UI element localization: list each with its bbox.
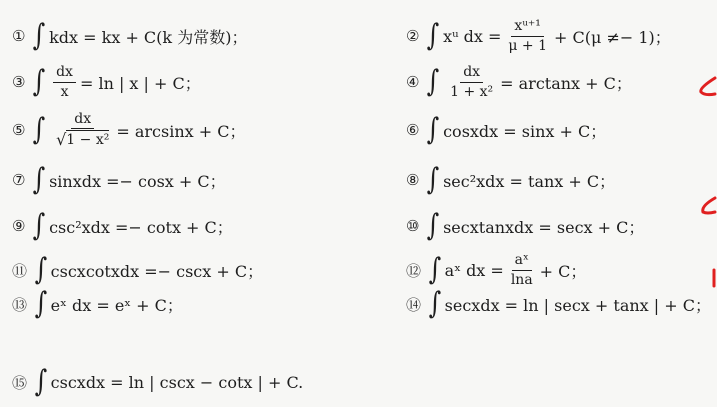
integral-sign-icon: ∫ [33,112,46,147]
fraction [53,64,76,99]
integral-sign-icon: ∫ [34,252,48,287]
numerator: dx [71,111,94,129]
formula-5 [12,110,245,150]
formula-number: ⑮ [12,373,28,392]
red-annotation-mark-icon [695,70,717,110]
formula-text: sinxdx =− cosx + C； [49,171,226,191]
formula-1 [12,16,247,56]
denominator: 1 + x² [450,83,494,100]
radicand: 1 − x² [66,131,110,148]
integral-sign-icon: ∫ [427,162,440,197]
integral-sign-icon: ∫ [427,18,440,53]
formula-number: ⑭ [406,295,422,314]
formula-10 [406,206,644,246]
formula-text: secxdx = ln | secx + tanx | + C； [444,295,711,315]
integral-sign-icon: ∫ [427,112,440,147]
formula-number: ⑧ [406,171,420,189]
integral-sign-icon: ∫ [34,364,48,399]
formula-text: = arctanx + C； [500,73,632,93]
fraction [53,111,112,149]
integral-sign-icon: ∫ [34,286,48,321]
formula-number: ② [406,27,420,45]
formula-number: ⑫ [406,261,422,280]
formula-number: ③ [12,73,26,91]
integral-sign-icon: ∫ [428,286,442,321]
denominator: lna [510,271,533,288]
integral-sign-icon: ∫ [33,18,46,53]
formula-text: secxtanxdx = secx + C； [443,217,645,237]
formula-text: + C(μ ≠− 1)； [553,27,671,47]
formula-2 [406,16,671,56]
formula-text: kdx = kx + C(k 为常数)； [49,27,248,47]
integral-sign-icon: ∫ [427,64,440,99]
red-annotation-mark-icon [695,186,717,226]
integral-sign-icon: ∫ [33,162,46,197]
numerator: aˣ [512,252,532,270]
numerator: xᵘ⁺¹ [511,18,543,36]
fraction [447,64,496,99]
formula-text: cscxcotxdx =− cscx + C； [50,261,264,281]
formula-6 [406,110,606,150]
formula-number: ④ [406,73,420,91]
formula-text: eˣ dx = eˣ + C； [50,295,183,315]
formula-text: = arcsinx + C； [116,121,246,141]
integral-sign-icon: ∫ [33,64,46,99]
numerator: dx [460,64,483,82]
formula-4 [406,62,632,102]
formula-text: csc²xdx =− cotx + C； [49,217,233,237]
formula-number: ⑥ [406,121,420,139]
radical-sign-icon: √ [56,130,67,150]
formula-14 [406,284,711,324]
formula-text: cosxdx = sinx + C； [443,121,607,141]
fraction [508,252,536,287]
formula-text: xᵘ dx = [443,26,502,46]
formula-text: aˣ dx = [444,260,504,280]
formula-number: ⑦ [12,171,26,189]
formula-number: ⑨ [12,217,26,235]
formula-text: + C； [539,261,587,281]
integral-sign-icon: ∫ [33,208,46,243]
formula-13 [12,284,183,324]
denominator [53,129,112,149]
numerator: dx [53,64,76,82]
formula-number: ① [12,27,26,45]
formula-7 [12,160,226,200]
red-annotation-mark-icon [695,262,717,302]
square-root [56,130,109,148]
formula-15 [12,362,303,402]
formula-number: ⑪ [12,261,28,280]
formula-text: = ln | x | + C； [79,73,201,93]
fraction [505,18,550,53]
formula-text: sec²xdx = tanx + C； [443,171,616,191]
formula-number: ⑩ [406,217,420,235]
formula-number: ⑤ [12,121,26,139]
formula-number: ⑬ [12,295,28,314]
formula-text: cscxdx = ln | cscx − cotx | + C. [50,372,304,392]
denominator: μ + 1 [508,37,547,54]
formula-3 [12,62,201,102]
integral-sign-icon: ∫ [428,252,442,287]
formula-9 [12,206,233,246]
integral-sign-icon: ∫ [427,208,440,243]
formula-8 [406,160,615,200]
denominator: x [60,83,69,100]
